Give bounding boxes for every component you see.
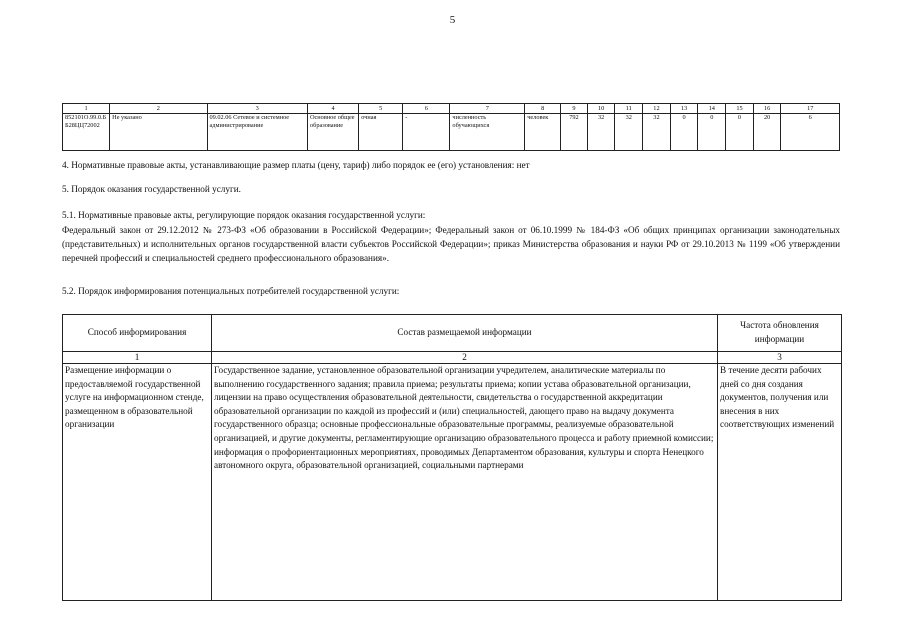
informing-table (62, 314, 842, 601)
section-4-text: 4. Нормативные правовые акты, устанавливающие размер платы (цену, тариф) либо порядок ее (его) установления: нет (62, 160, 530, 170)
table-cell: - (403, 114, 450, 151)
column-number: 13 (670, 104, 698, 114)
column-number: 1 (63, 104, 110, 114)
registry-code-cell: 852101О.99.0.ББ28ЦЦ72002 (63, 114, 110, 151)
section-5-heading: 5. Порядок оказания государственной услуги. (62, 184, 241, 194)
value-cell: 32 (615, 114, 643, 151)
column-number: 12 (643, 104, 671, 114)
column-number: 7 (450, 104, 525, 114)
study-form-cell: очная (359, 114, 403, 151)
value-cell: 792 (561, 114, 588, 151)
column-header: Состав размещаемой информации (212, 315, 718, 352)
column-number: 4 (307, 104, 358, 114)
specialty-cell: 09.02.06 Сетевое и системное администрирование (207, 114, 307, 151)
column-header: Частота обновления информации (718, 315, 842, 352)
column-number: 1 (63, 352, 212, 364)
value-cell: 6 (781, 114, 840, 151)
indicator-name-cell: численность обучающихся (450, 114, 525, 151)
column-number: 8 (525, 104, 561, 114)
column-number: 16 (753, 104, 781, 114)
table-header-row (63, 104, 840, 114)
update-frequency-cell: В течение десяти рабочих дней со дня создания документов, получения или внесения в них соответствующих изменений (718, 364, 842, 601)
section-5-2-heading: 5.2. Порядок информирования потенциальных потребителей государственной услуги: (62, 286, 400, 296)
column-number: 11 (615, 104, 643, 114)
column-number: 15 (726, 104, 754, 114)
page-number: 5 (449, 14, 456, 26)
column-number: 2 (110, 104, 207, 114)
service-volume-table (62, 103, 840, 151)
unit-cell: человек (525, 114, 561, 151)
education-level-cell: Основное общее образование (307, 114, 358, 151)
column-number: 9 (561, 104, 588, 114)
value-cell: 0 (698, 114, 726, 151)
table-row (63, 364, 842, 601)
column-number: 5 (359, 104, 403, 114)
column-number: 10 (587, 104, 615, 114)
column-header: Способ информирования (63, 315, 212, 352)
table-header-row (63, 315, 842, 352)
table-row (63, 114, 840, 151)
table-cell: Не указано (110, 114, 207, 151)
value-cell: 20 (753, 114, 781, 151)
column-number: 6 (403, 104, 450, 114)
value-cell: 0 (670, 114, 698, 151)
column-number: 2 (212, 352, 718, 364)
section-5-1-heading: 5.1. Нормативные правовые акты, регулирующие порядок оказания государственной услуги: (62, 210, 426, 220)
column-number-row (63, 352, 842, 364)
value-cell: 0 (726, 114, 754, 151)
value-cell: 32 (643, 114, 671, 151)
value-cell: 32 (587, 114, 615, 151)
informing-method-cell: Размещение информации о предоставляемой государственной услуге на информационном стенде, размещенном в образовательной организации (63, 364, 212, 601)
information-content-cell: Государственное задание, установленное образовательной организации учредителем, аналитические материалы по выполнению государственного задания; правила приема; результаты приема; копии устава образовательной организации, лицензии на право осуществления образовательной деятельности, свидетельства о государственной аккредитации образовательной организации по каждой из профессий и (или) специальностей, дающего право на выдачу документа государственного образца; основные профессиональные образовательные программы, реализуемые образовательной организацией, и другие документы, регламентирующие организацию образовательного процесса и работу приемной комиссии; информация о профориентационных мероприятиях, проводимых Департаментом образования, культуры и спорта Ненецкого автономного округа, образовательной организацией, социальными партнерами (212, 364, 718, 601)
section-5-1-text: Федеральный закон от 29.12.2012 № 273-ФЗ «Об образовании в Российской Федерации»; Федеральный закон от 06.10.1999 № 184-ФЗ «Об общих принципах организации законодательных (представительных) и исполнительных органов государственной власти субъектов Российской Федерации»; приказ Министерства образования и науки РФ от 29.10.2013 № 1199 «Об утверждении перечней профессий и специальностей среднего профессионального образования». (62, 225, 840, 263)
column-number: 3 (718, 352, 842, 364)
column-number: 14 (698, 104, 726, 114)
column-number: 3 (207, 104, 307, 114)
column-number: 17 (781, 104, 840, 114)
